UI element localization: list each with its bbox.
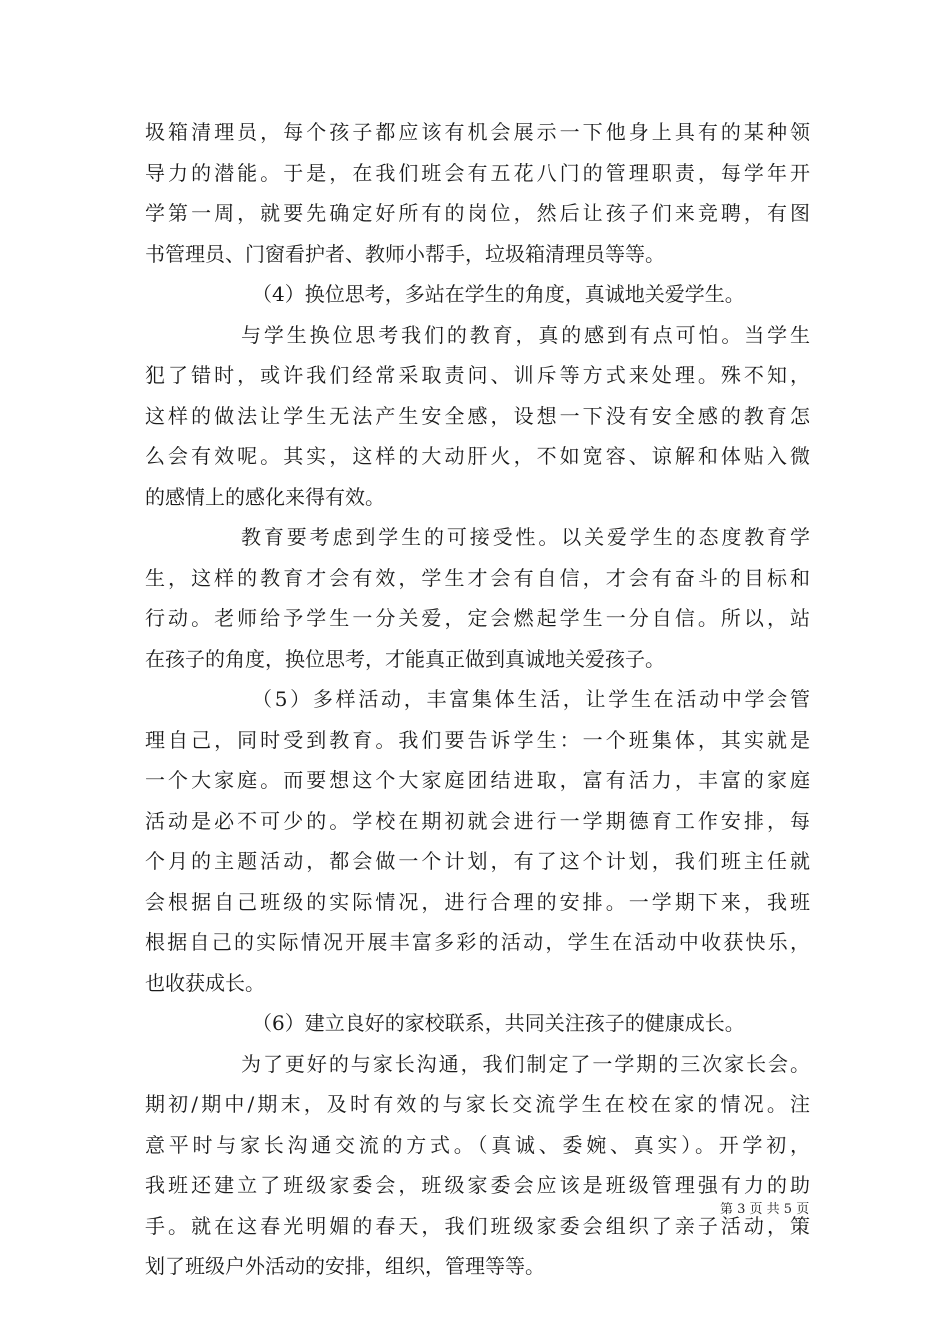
text-line: 为了更好的与家长沟通，我们制定了一学期的三次家长会。	[241, 1051, 810, 1076]
text-line: 个月的主题活动，都会做一个计划，有了这个计划，我们班主任就	[145, 849, 810, 873]
text-line: （6）建立良好的家校联系，共同关注孩子的健康成长。	[252, 1011, 745, 1035]
text-line: 也收获成长。	[145, 970, 265, 995]
text-line: （5）多样活动，丰富集体生活，让学生在活动中学会管	[252, 687, 810, 711]
text-line: 意平时与家长沟通交流的方式。（真诚、委婉、真实）。开学初，	[145, 1132, 810, 1157]
text-line: 与学生换位思考我们的教育，真的感到有点可怕。当学生	[241, 322, 810, 347]
text-line: 手。就在这春光明媚的春天，我们班级家委会组织了亲子活动，策	[145, 1213, 810, 1238]
text-line: 在孩子的角度，换位思考，才能真正做到真诚地关爱孩子。	[145, 646, 665, 671]
text-line: 一个大家庭。而要想这个大家庭团结进取，富有活力，丰富的家庭	[145, 768, 810, 792]
text-line: 犯了错时，或许我们经常采取责问、训斥等方式来处理。殊不知，	[145, 363, 810, 387]
text-line: 会根据自己班级的实际情况，进行合理的安排。一学期下来，我班	[145, 889, 810, 914]
text-line: 理自己，同时受到教育。我们要告诉学生：一个班集体，其实就是	[145, 727, 810, 752]
text-line: 活动是必不可少的。学校在期初就会进行一学期德育工作安排，每	[145, 808, 810, 833]
page-number-footer: 第 3 页 共 5 页	[720, 1202, 810, 1217]
text-line: 导力的潜能。于是，在我们班会有五花八门的管理职责，每学年开	[145, 160, 810, 185]
text-line: 生，这样的教育才会有效，学生才会有自信，才会有奋斗的目标和	[145, 565, 810, 590]
text-line: 行动。老师给予学生一分关爱，定会燃起学生一分自信。所以，站	[145, 606, 810, 630]
text-line: 这样的做法让学生无法产生安全感，设想一下没有安全感的教育怎	[145, 403, 810, 428]
text-line: 学第一周，就要先确定好所有的岗位，然后让孩子们来竞聘，有图	[145, 201, 810, 225]
text-line: （4）换位思考，多站在学生的角度，真诚地关爱学生。	[252, 282, 745, 306]
text-line: 教育要考虑到学生的可接受性。以关爱学生的态度教育学	[241, 525, 810, 549]
text-line: 根据自己的实际情况开展丰富多彩的活动，学生在活动中收获快乐，	[145, 930, 810, 954]
text-line: 我班还建立了班级家委会，班级家委会应该是班级管理强有力的助	[145, 1173, 810, 1197]
text-line: 书管理员、门窗看护者、教师小帮手，垃圾箱清理员等等。	[145, 241, 665, 266]
document-body	[145, 112, 810, 1287]
text-line: 划了班级户外活动的安排，组织，管理等等。	[145, 1254, 545, 1278]
text-line: 么会有效呢。其实，这样的大动肝火，不如宽容、谅解和体贴入微	[145, 444, 810, 468]
text-line: 期初/期中/期末，及时有效的与家长交流学生在校在家的情况。注	[145, 1092, 810, 1116]
text-line: 的感情上的感化来得有效。	[145, 484, 385, 509]
text-line: 圾箱清理员，每个孩子都应该有机会展示一下他身上具有的某种领	[145, 120, 810, 144]
